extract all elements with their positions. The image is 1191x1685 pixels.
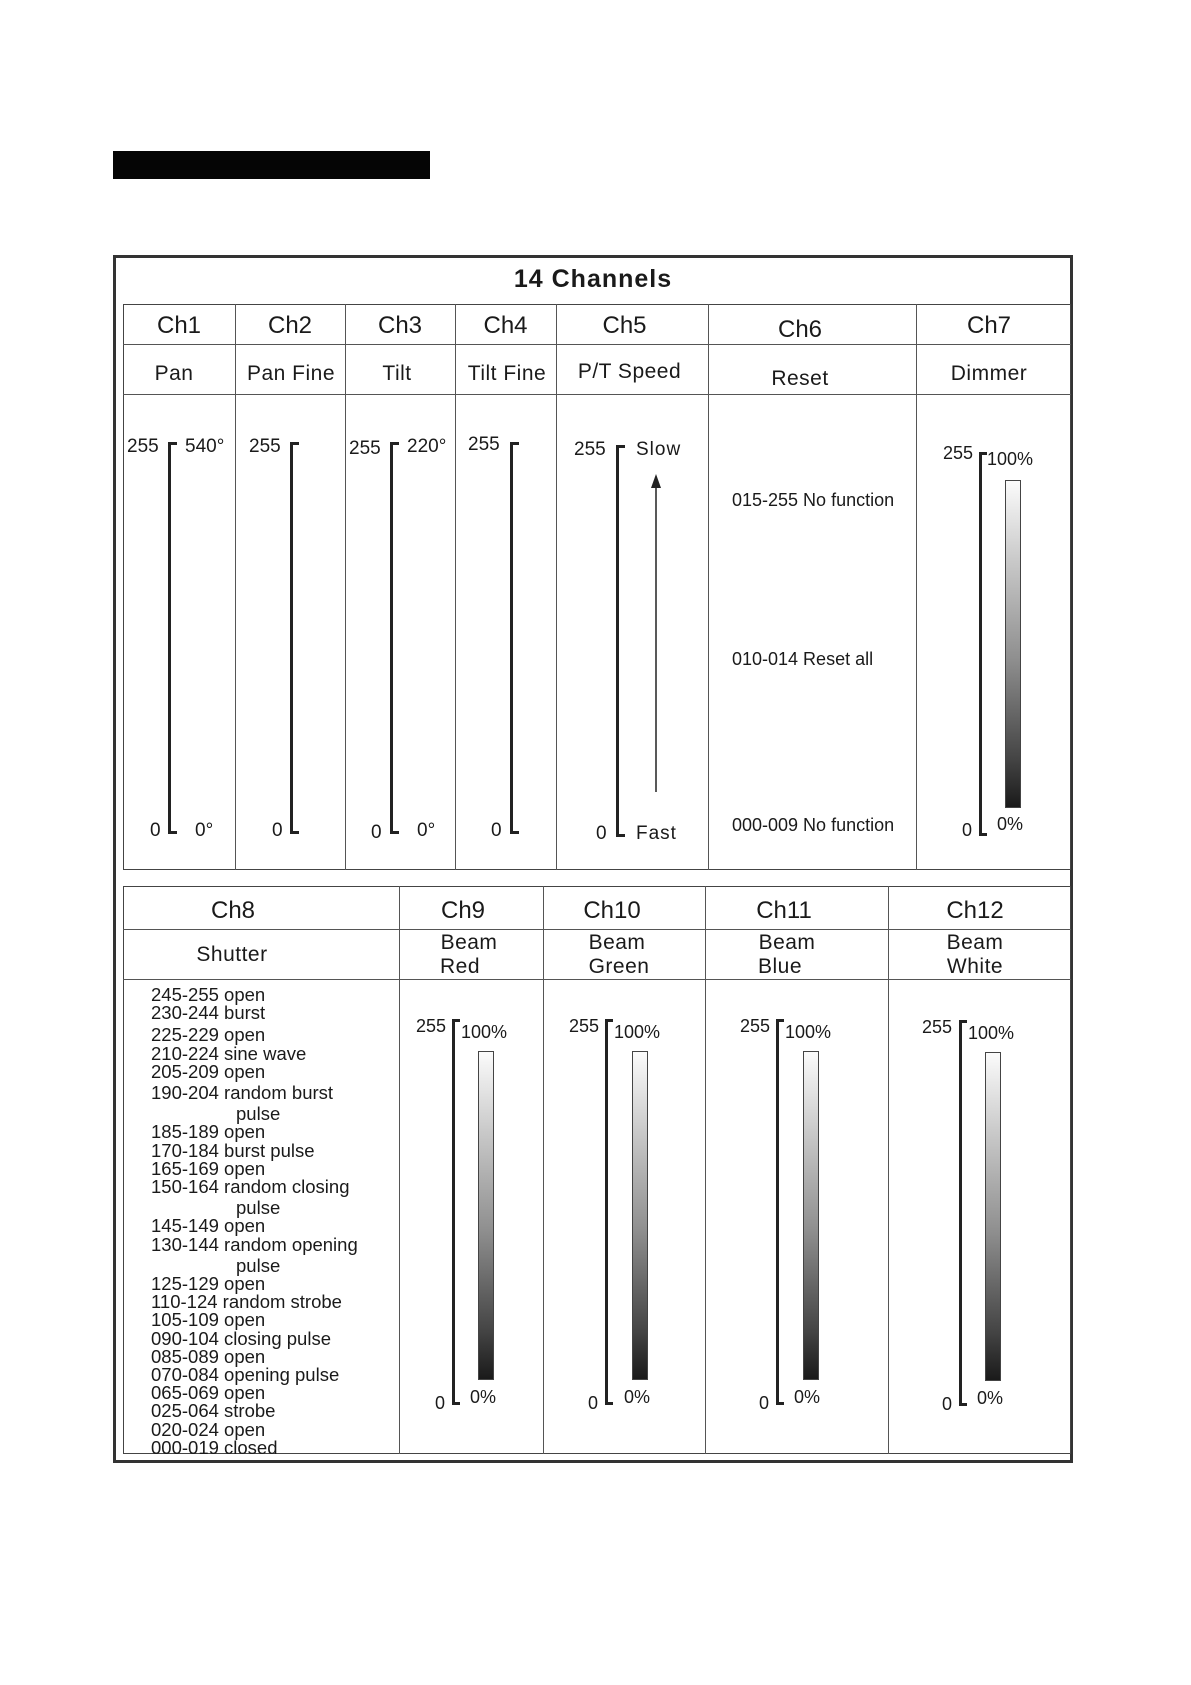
ch7-top-tick bbox=[979, 452, 987, 455]
ch2-max: 255 bbox=[249, 436, 281, 457]
shutter-range: 000-019 closed bbox=[151, 1436, 278, 1458]
ch3-min: 0 bbox=[371, 822, 382, 843]
shutter-range: 190-204 random burst bbox=[151, 1082, 334, 1104]
ch10-bottom-tick bbox=[605, 1402, 613, 1405]
ch1-min: 0 bbox=[150, 820, 161, 841]
ch6-header: Ch6 bbox=[777, 316, 823, 343]
top-channel-table bbox=[123, 304, 1071, 870]
ch12-min: 0 bbox=[942, 1394, 953, 1414]
ch11-label-line2: Blue bbox=[757, 955, 803, 978]
ch6-range-reset-all: 010-014 Reset all bbox=[732, 649, 874, 669]
ch7-dimmer-gradient-bar bbox=[1005, 480, 1021, 808]
ch6-label: Reset bbox=[771, 367, 829, 390]
ch11-max: 255 bbox=[740, 1016, 771, 1036]
col-divider bbox=[345, 304, 346, 870]
ch9-header: Ch9 bbox=[440, 897, 486, 924]
ch5-scale-bar bbox=[616, 445, 619, 837]
ch4-bottom-tick bbox=[510, 831, 519, 834]
ch11-scale-bar bbox=[776, 1019, 779, 1405]
ch3-top-tick bbox=[390, 442, 399, 445]
shutter-range: 090-104 closing pulse bbox=[151, 1327, 331, 1349]
shutter-range: 165-169 open bbox=[151, 1157, 266, 1179]
ch2-scale-bar bbox=[290, 442, 293, 834]
ch9-bottom-tick bbox=[452, 1402, 460, 1405]
ch3-min-deg: 0° bbox=[417, 820, 436, 841]
ch9-scale-bar bbox=[452, 1019, 455, 1405]
ch7-label: Dimmer bbox=[950, 362, 1028, 385]
ch10-label-line2: Green bbox=[588, 955, 650, 978]
ch8-header: Ch8 bbox=[210, 897, 256, 924]
ch9-label-line2: Red bbox=[439, 955, 481, 978]
ch1-max: 255 bbox=[127, 436, 159, 457]
top-label-divider bbox=[123, 394, 1071, 395]
ch2-min: 0 bbox=[272, 820, 283, 841]
ch3-max-deg: 220° bbox=[407, 436, 447, 457]
ch2-label: Pan Fine bbox=[246, 362, 336, 385]
ch1-label: Pan bbox=[154, 362, 194, 385]
ch1-bottom-tick bbox=[168, 831, 177, 834]
shutter-range: 065-069 open bbox=[151, 1382, 266, 1404]
ch9-min: 0 bbox=[435, 1393, 446, 1413]
ch10-label-line1: Beam bbox=[588, 931, 646, 954]
ch10-green-gradient-bar bbox=[632, 1051, 648, 1380]
ch7-scale-bar bbox=[979, 452, 982, 836]
shutter-range: 145-149 open bbox=[151, 1215, 266, 1237]
shutter-range-continuation: pulse bbox=[236, 1254, 281, 1276]
shutter-range: 150-164 random closing bbox=[151, 1176, 350, 1198]
ch5-fast: Fast bbox=[636, 823, 677, 844]
ch3-bottom-tick bbox=[390, 831, 399, 834]
ch4-max: 255 bbox=[468, 434, 500, 455]
ch2-bottom-tick bbox=[290, 831, 299, 834]
ch5-max: 255 bbox=[574, 439, 606, 460]
shutter-range: 130-144 random opening bbox=[151, 1233, 358, 1255]
ch12-min-percent: 0% bbox=[977, 1388, 1004, 1408]
col-divider bbox=[556, 304, 557, 870]
ch7-max: 255 bbox=[943, 443, 974, 463]
ch10-min-percent: 0% bbox=[624, 1387, 651, 1407]
ch1-max-deg: 540° bbox=[185, 436, 225, 457]
ch5-bottom-tick bbox=[616, 834, 625, 837]
shutter-range: 170-184 burst pulse bbox=[151, 1139, 315, 1161]
shutter-range: 205-209 open bbox=[151, 1060, 266, 1082]
ch7-min: 0 bbox=[962, 820, 973, 840]
ch10-max-percent: 100% bbox=[614, 1022, 661, 1042]
shutter-range: 225-229 open bbox=[151, 1024, 266, 1046]
ch8-label: Shutter bbox=[196, 943, 268, 966]
ch12-label-line2: White bbox=[946, 955, 1004, 978]
ch11-blue-gradient-bar bbox=[803, 1051, 819, 1380]
ch11-top-tick bbox=[776, 1019, 784, 1022]
shutter-range: 110-124 random strobe bbox=[151, 1291, 342, 1313]
ch12-max-percent: 100% bbox=[968, 1023, 1015, 1043]
ch5-speed-arrow-icon bbox=[648, 474, 664, 794]
ch6-range-no-function-low: 000-009 No function bbox=[732, 815, 895, 835]
ch4-min: 0 bbox=[491, 820, 502, 841]
ch7-header: Ch7 bbox=[966, 312, 1012, 339]
ch9-top-tick bbox=[452, 1019, 460, 1022]
ch1-scale-bar bbox=[168, 442, 171, 834]
ch5-top-tick bbox=[616, 445, 625, 448]
ch9-max-percent: 100% bbox=[461, 1022, 508, 1042]
shutter-range: 245-255 open bbox=[151, 984, 266, 1005]
ch12-scale-bar bbox=[959, 1020, 962, 1406]
ch1-top-tick bbox=[168, 442, 177, 445]
shutter-range: 085-089 open bbox=[151, 1345, 266, 1367]
ch11-max-percent: 100% bbox=[785, 1022, 832, 1042]
shutter-range: 185-189 open bbox=[151, 1121, 266, 1143]
ch12-header: Ch12 bbox=[946, 897, 1004, 924]
ch12-bottom-tick bbox=[959, 1403, 967, 1406]
ch4-scale-bar bbox=[510, 442, 513, 834]
ch11-label-line1: Beam bbox=[758, 931, 816, 954]
ch5-slow: Slow bbox=[636, 439, 682, 460]
ch4-header: Ch4 bbox=[483, 312, 528, 339]
ch5-label: P/T Speed bbox=[577, 360, 682, 383]
shutter-range: 210-224 sine wave bbox=[151, 1042, 307, 1064]
ch9-max: 255 bbox=[416, 1016, 447, 1036]
top-header-divider bbox=[123, 344, 1071, 345]
ch6-range-no-function-high: 015-255 No function bbox=[732, 490, 895, 510]
shutter-range: 020-024 open bbox=[151, 1418, 266, 1440]
ch10-max: 255 bbox=[569, 1016, 600, 1036]
shutter-range: 230-244 burst bbox=[151, 1002, 266, 1024]
shutter-range-continuation: pulse bbox=[236, 1197, 281, 1219]
ch11-min: 0 bbox=[759, 1393, 770, 1413]
redacted-heading-bar bbox=[113, 151, 430, 179]
ch9-min-percent: 0% bbox=[470, 1387, 497, 1407]
ch1-header: Ch1 bbox=[156, 312, 202, 339]
ch5-header: Ch5 bbox=[602, 312, 647, 339]
ch11-bottom-tick bbox=[776, 1402, 784, 1405]
ch3-header: Ch3 bbox=[377, 312, 423, 339]
ch10-min: 0 bbox=[588, 1393, 599, 1413]
ch7-min-percent: 0% bbox=[997, 814, 1024, 834]
ch3-scale-bar bbox=[390, 442, 393, 834]
ch4-top-tick bbox=[510, 442, 519, 445]
ch12-top-tick bbox=[959, 1020, 967, 1023]
ch10-scale-bar bbox=[605, 1019, 608, 1405]
ch3-label: Tilt bbox=[382, 362, 412, 385]
shutter-range: 105-109 open bbox=[151, 1309, 266, 1331]
bottom-label-divider bbox=[123, 979, 1071, 980]
ch12-white-gradient-bar bbox=[985, 1052, 1001, 1381]
ch12-max: 255 bbox=[922, 1017, 953, 1037]
ch1-min-deg: 0° bbox=[195, 820, 214, 841]
ch9-red-gradient-bar bbox=[478, 1051, 494, 1380]
ch9-label-line1: Beam bbox=[440, 931, 498, 954]
ch10-top-tick bbox=[605, 1019, 613, 1022]
col-divider bbox=[235, 304, 236, 870]
ch7-bottom-tick bbox=[979, 833, 987, 836]
chart-title: 14 Channels bbox=[513, 265, 673, 293]
col-divider bbox=[916, 304, 917, 870]
shutter-range: 025-064 strobe bbox=[151, 1400, 276, 1422]
ch5-min: 0 bbox=[596, 823, 607, 844]
ch2-top-tick bbox=[290, 442, 299, 445]
ch3-max: 255 bbox=[349, 438, 381, 459]
ch4-label: Tilt Fine bbox=[467, 362, 547, 385]
ch11-min-percent: 0% bbox=[794, 1387, 821, 1407]
bottom-header-divider bbox=[123, 929, 1071, 930]
ch8-shutter-ranges bbox=[151, 986, 358, 1457]
ch12-label-line1: Beam bbox=[946, 931, 1004, 954]
ch10-header: Ch10 bbox=[583, 897, 641, 924]
ch11-header: Ch11 bbox=[756, 897, 812, 924]
ch7-max-percent: 100% bbox=[987, 449, 1034, 469]
col-divider bbox=[455, 304, 456, 870]
shutter-range: 070-084 opening pulse bbox=[151, 1364, 340, 1386]
shutter-range-continuation: pulse bbox=[236, 1103, 281, 1125]
shutter-range: 125-129 open bbox=[151, 1273, 266, 1295]
ch2-header: Ch2 bbox=[267, 312, 313, 339]
